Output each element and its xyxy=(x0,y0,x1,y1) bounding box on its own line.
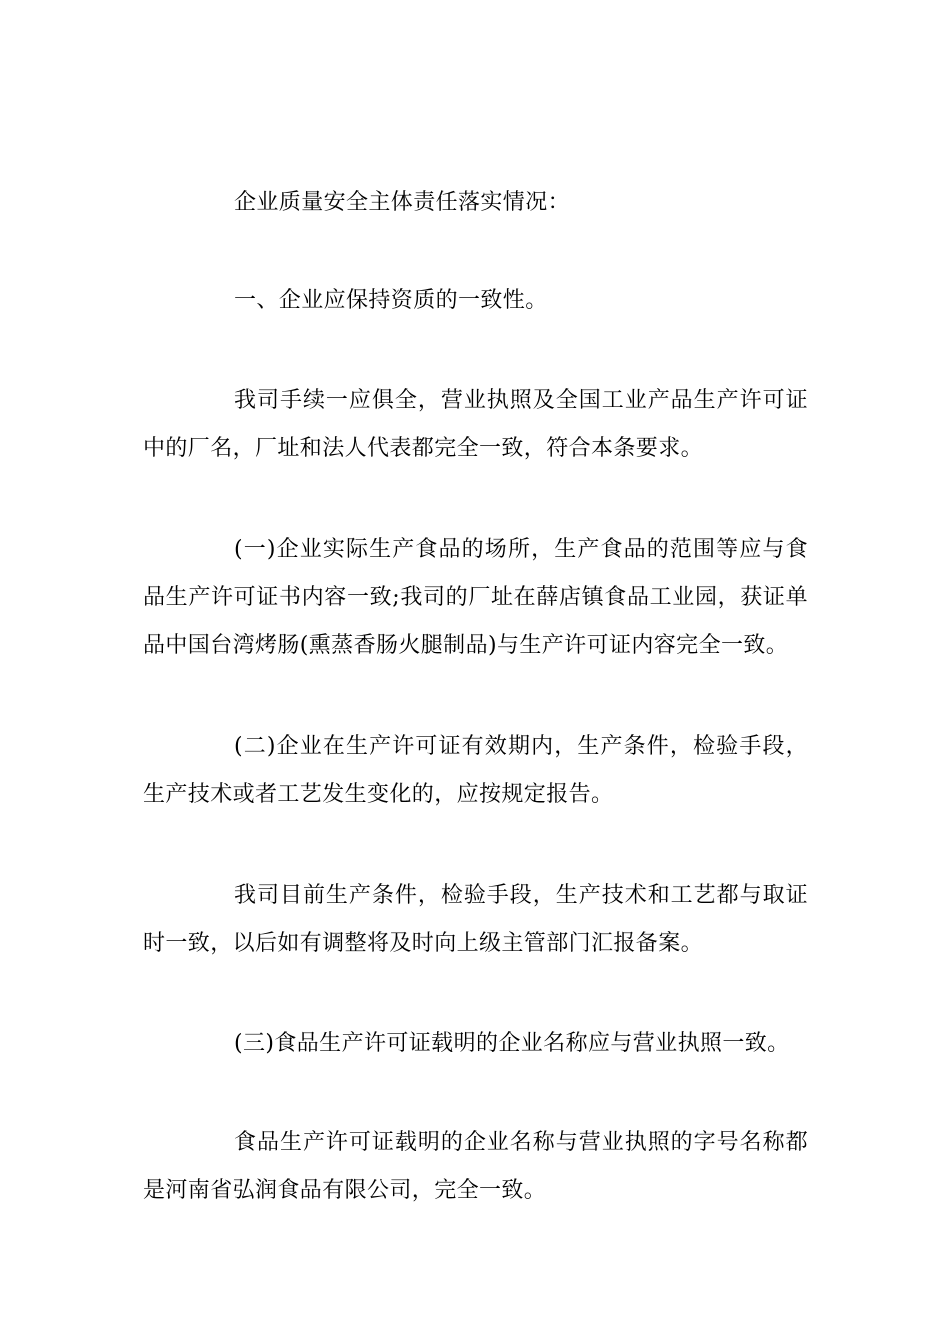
clause-paragraph-2: (二)企业在生产许可证有效期内，生产条件，检验手段，生产技术或者工艺发生变化的，应按规定报告。 xyxy=(143,734,808,807)
section-heading-1: 一、企业应保持资质的一致性。 xyxy=(234,288,548,313)
clause-paragraph-1: (一)企业实际生产食品的场所，生产食品的范围等应与食品生产许可证书内容一致;我司的厂址在薛店镇食品工业园，获证单品中国台湾烤肠(熏蒸香肠火腿制品)与生产许可证内容完全一致。 xyxy=(143,537,808,658)
body-paragraph: 食品生产许可证载明的企业名称与营业执照的字号名称都是河南省弘润食品有限公司，完全一致。 xyxy=(143,1130,808,1203)
body-paragraph: 我司手续一应俱全，营业执照及全国工业产品生产许可证中的厂名，厂址和法人代表都完全一致，符合本条要求。 xyxy=(143,388,808,461)
clause-paragraph-3: (三)食品生产许可证载明的企业名称应与营业执照一致。 xyxy=(234,1031,790,1056)
body-paragraph: 我司目前生产条件，检验手段，生产技术和工艺都与取证时一致，以后如有调整将及时向上级主管部门汇报备案。 xyxy=(143,883,808,956)
heading-paragraph: 企业质量安全主体责任落实情况： xyxy=(234,190,571,215)
